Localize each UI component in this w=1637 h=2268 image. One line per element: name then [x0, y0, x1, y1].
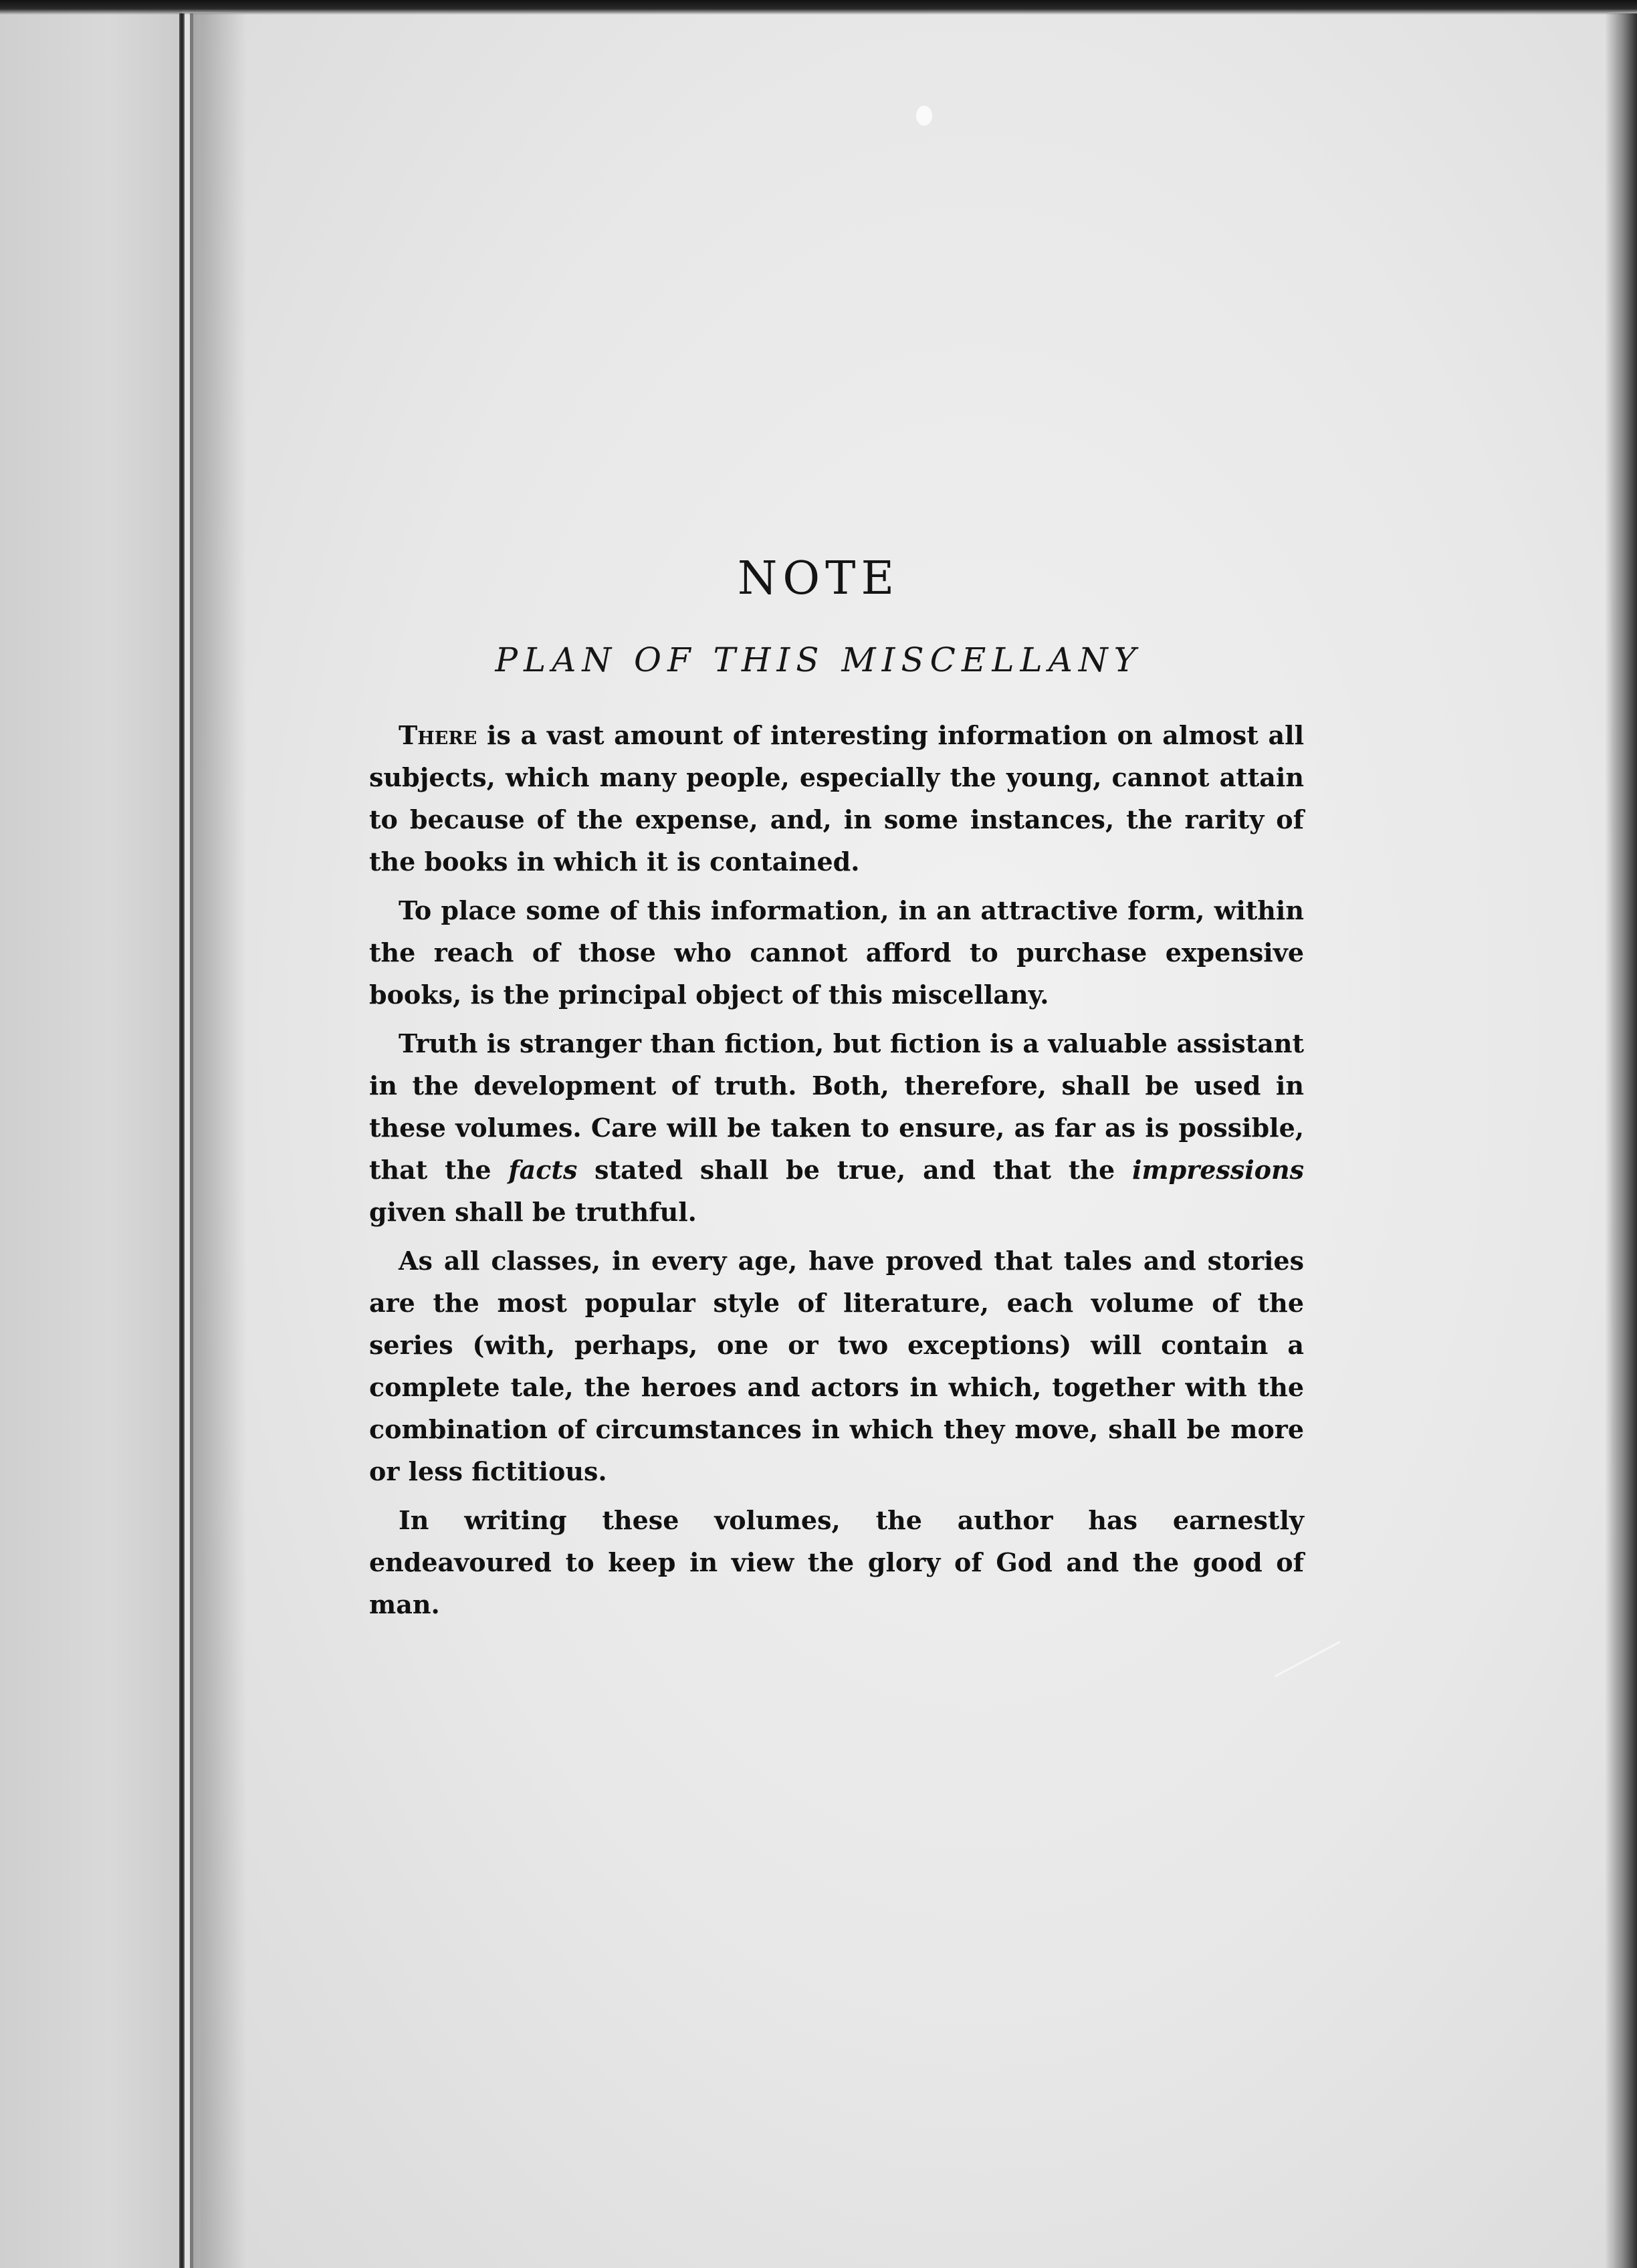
paragraph-text: In writing these volumes, the author has earnestly endeavoured to keep in view the glory of God and the good of man. [369, 1505, 1304, 1619]
scan-top-edge [0, 0, 1637, 15]
emphasis-facts: facts [508, 1155, 578, 1185]
paragraph-text: As all classes, in every age, have proved that tales and stories are the most popular style of literature, each volume of the series (with, perhaps, one or two exceptions) will contain a complete tale, the heroes and actors in which, together with the combination of circumstances in which they move, shall be more or less fictitious. [369, 1246, 1304, 1486]
gutter-shadow [193, 13, 247, 2268]
paragraph-5 [369, 1499, 1304, 1625]
page-title: NOTE [737, 552, 900, 605]
paragraph-text: stated shall be true, and that the [577, 1155, 1132, 1185]
note-body [369, 714, 1304, 1632]
scan-left-margin [0, 0, 182, 2268]
paragraph-text: To place some of this information, in an attractive form, within the reach of those who cannot afford to purchase expensive books, is the principal object of this miscellany. [369, 895, 1304, 1010]
page-subtitle: PLAN OF THIS MISCELLANY [495, 641, 1142, 679]
drop-lead-word: There [399, 720, 477, 750]
paragraph-2 [369, 889, 1304, 1016]
page-right-edge [1605, 13, 1637, 2268]
paragraph-3 [369, 1022, 1304, 1233]
paragraph-4 [369, 1240, 1304, 1492]
paragraph-text: is a vast amount of interesting information on almost all subjects, which many people, especially the young, cannot attain to because of the expense, and, in some instances, the rarity of the books in which it is contained. [369, 720, 1304, 877]
emphasis-impressions: impressions [1132, 1155, 1305, 1185]
book-gutter-line [179, 13, 185, 2268]
paragraph-1 [369, 714, 1304, 883]
paragraph-text: given shall be truthful. [369, 1197, 697, 1227]
scan-speck [916, 106, 932, 126]
paragraph-text: Truth is stranger than fiction, but fiction is a valuable assistant in the development of truth. Both, therefore, shall be used in these volumes. Care will be taken to ensure, as far as is possible, that the [369, 1028, 1304, 1185]
